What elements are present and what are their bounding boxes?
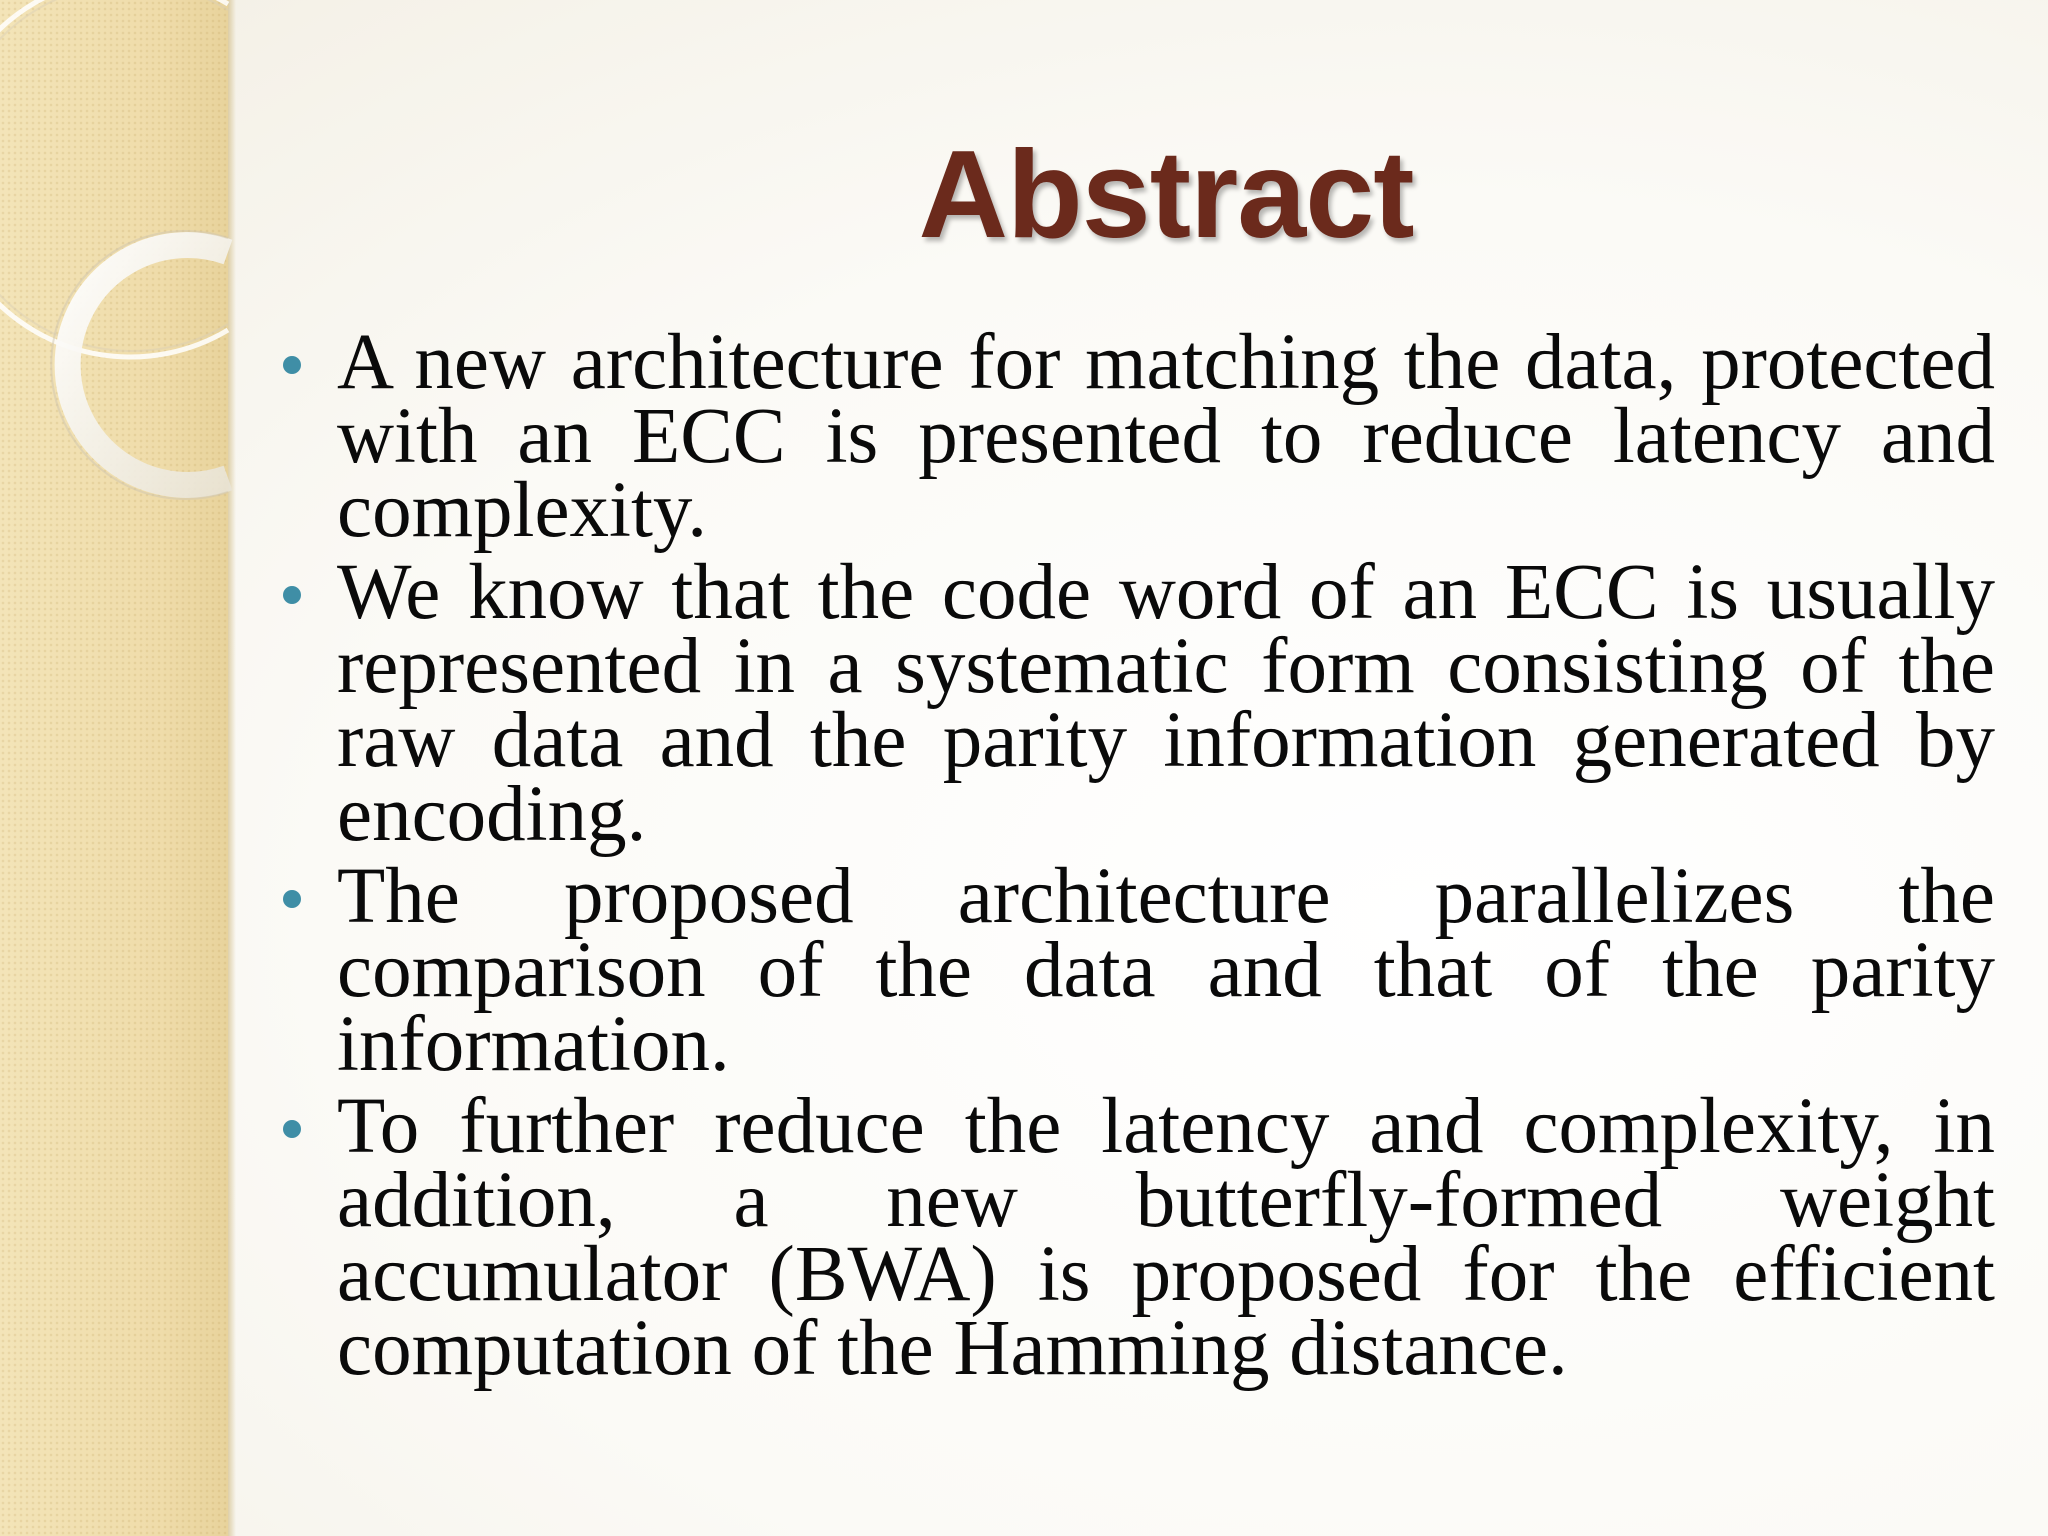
bullet-item xyxy=(275,549,1995,858)
large-ring-arc xyxy=(0,0,228,357)
bullet-text: To further reduce the latency and complexity, in addition, a new butterfly-formed weight accumulator (BWA) is proposed for the efficient computation of the Hamming distance. xyxy=(337,1083,1995,1392)
bullet-dot-icon xyxy=(283,890,301,908)
bullet-list xyxy=(275,319,1995,1394)
bullet-text: A new architecture for matching the data, protected with an ECC is presented to reduce latency and complexity. xyxy=(337,319,1995,554)
slide-title: Abstract xyxy=(918,126,1414,264)
bullet-dot-icon xyxy=(283,1120,301,1138)
bullet-item xyxy=(275,1083,1995,1392)
bullet-text: We know that the code word of an ECC is usually represented in a systematic form consisting of the raw data and the parity information generated by encoding. xyxy=(337,549,1995,858)
bullet-item xyxy=(275,319,1995,554)
large-ring-shadow xyxy=(0,0,228,351)
small-ring-arc xyxy=(68,245,228,485)
bullet-dot-icon xyxy=(283,356,301,374)
bullet-item xyxy=(275,853,1995,1088)
bullet-text: The proposed architecture parallelizes the comparison of the data and that of the parity information. xyxy=(337,853,1995,1088)
bullet-dot-icon xyxy=(283,586,301,604)
